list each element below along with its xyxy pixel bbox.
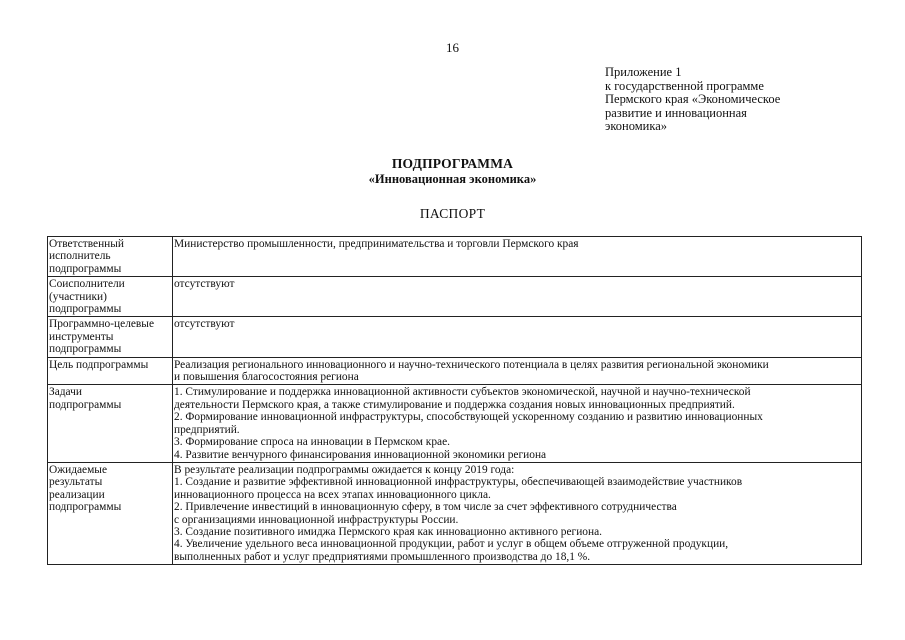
row-label-line: реализации: [49, 488, 105, 501]
table-row: [48, 237, 862, 277]
row-value-line: с организациями инновационной инфраструктуры России.: [174, 513, 459, 526]
row-label-cell: [48, 237, 173, 277]
row-value-line: и повышения благосостояния региона: [174, 371, 359, 384]
row-label-line: Задачи: [49, 386, 82, 399]
title-main: ПОДПРОГРАММА: [391, 156, 514, 171]
row-value-cell: [173, 237, 862, 277]
row-value-line: предприятий.: [174, 423, 240, 436]
table-row: [48, 385, 862, 462]
title-subtitle: «Инновационная экономика»: [368, 172, 537, 186]
row-label-line: подпрограммы: [49, 262, 122, 275]
appendix-line: Пермского края «Экономическое: [605, 92, 781, 106]
row-value-line: отсутствуют: [174, 318, 235, 331]
row-value-line: инновационного процесса на всех этапах инновационного цикла.: [174, 488, 491, 501]
page-number: 16: [446, 40, 459, 55]
appendix-line: к государственной программе: [605, 78, 764, 93]
row-label-line: подпрограммы: [49, 343, 122, 356]
row-label-line: исполнитель: [49, 250, 111, 263]
passport-heading: ПАСПОРТ: [419, 206, 486, 221]
row-label-cell: [48, 357, 173, 385]
row-value-line: 1. Стимулирование и поддержка инновационной активности субъектов экономической, научной и научно-технической: [174, 386, 751, 399]
row-value-line: выполненных работ и услуг предприятиями промышленного производства до 18,1 %.: [174, 550, 591, 563]
row-value-line: отсутствуют: [174, 278, 235, 291]
row-value-cell: [173, 385, 862, 462]
row-value-line: деятельности Пермского края, а также стимулирование и поддержка создания новых инновационных предприятий.: [174, 398, 735, 411]
row-label-line: подпрограммы: [49, 398, 122, 411]
row-value-line: 2. Привлечение инвестиций в инновационную сферу, в том числе за счет эффективного сотрудничества: [174, 501, 677, 514]
row-value-cell: [173, 462, 862, 564]
table-row: [48, 317, 862, 357]
row-value-cell: [173, 317, 862, 357]
row-label-line: Соисполнители: [49, 278, 125, 291]
row-label-cell: [48, 385, 173, 462]
appendix-note: [605, 66, 865, 134]
row-value-cell: [173, 357, 862, 385]
row-value-line: 4. Увеличение удельного веса инновационной продукции, работ и услуг в общем объеме отгруженной продукции,: [174, 538, 729, 551]
row-label-line: результаты: [49, 476, 103, 489]
row-label-line: подпрограммы: [49, 501, 122, 514]
row-value-cell: [173, 277, 862, 317]
row-label-line: Ожидаемые: [49, 463, 108, 476]
row-value-line: Реализация регионального инновационного и научно-технического потенциала в целях развития региональной экономики: [174, 358, 769, 371]
row-label-cell: [48, 317, 173, 357]
row-label-cell: [48, 277, 173, 317]
row-value-line: 3. Формирование спроса на инновации в Пермском крае.: [174, 436, 450, 449]
table-row: [48, 462, 862, 564]
appendix-line: Приложение 1: [605, 65, 682, 79]
row-value-line: 3. Создание позитивного имиджа Пермского края как инновационно активного региона.: [174, 525, 602, 538]
row-value-line: В результате реализации подпрограммы ожидается к концу 2019 года:: [174, 463, 515, 476]
appendix-line: развитие и инновационная: [605, 105, 747, 120]
row-label-line: инструменты: [49, 330, 114, 343]
row-label-line: (участники): [49, 290, 107, 303]
row-value-line: 1. Создание и развитие эффективной инновационной инфраструктуры, обеспечивающей взаимодействие участников: [174, 476, 743, 489]
row-label-line: Цель подпрограммы: [49, 358, 149, 371]
row-value-line: Министерство промышленности, предпринимательства и торговли Пермского края: [174, 238, 579, 250]
row-label-cell: [48, 462, 173, 564]
table-row: [48, 277, 862, 317]
appendix-line: экономика»: [605, 119, 668, 133]
row-label-line: подпрограммы: [49, 303, 122, 316]
table-row: [48, 357, 862, 385]
document-title: [0, 156, 905, 187]
row-value-line: 4. Развитие венчурного финансирования инновационной экономики региона: [174, 448, 547, 461]
row-value-line: 2. Формирование инновационной инфраструктуры, способствующей ускоренному созданию и развитию инновационных: [174, 411, 763, 424]
row-label-line: Ответственный: [49, 238, 125, 250]
passport-table: [47, 236, 862, 565]
row-label-line: Программно-целевые: [49, 318, 155, 331]
